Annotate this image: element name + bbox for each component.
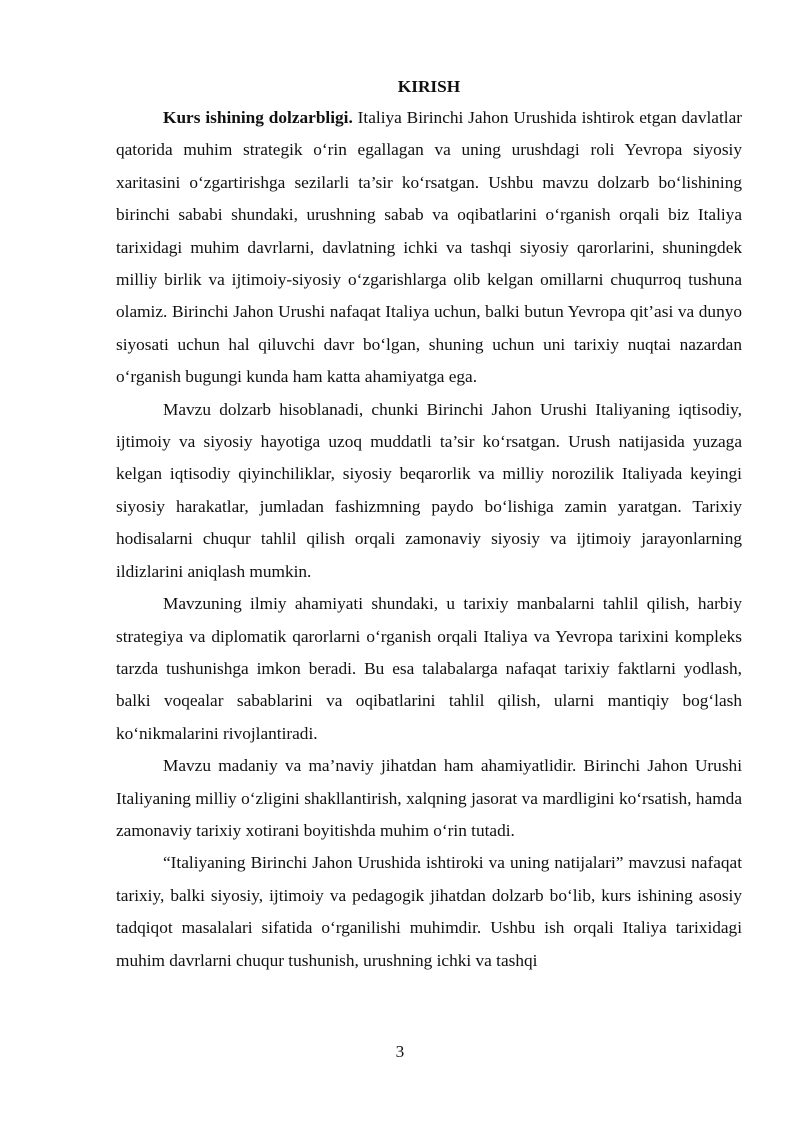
paragraph-5 (116, 847, 742, 977)
page-number: 3 (395, 1042, 405, 1061)
paragraph-3 (116, 588, 742, 750)
paragraph-lead: Kurs ishining dolzarbligi. (163, 108, 353, 127)
page-content (116, 72, 742, 977)
section-title: KIRISH (397, 77, 461, 96)
paragraph-text: Mavzuning ilmiy ahamiyati shundaki, u tarixiy manbalarni tahlil qilish, harbiy strategiya va diplomatik qarorlarni o‘rganish orqali Italiya va Yevropa tarixini kompleks tarzda tushunishga imkon beradi. Bu esa talabalarga nafaqat tarixiy faktlarni yodlash, balki voqealar sabablarini va oqibatlarini tahlil qilish, ularni mantiqiy bog‘lash ko‘nikmalarini rivojlantiradi. (116, 594, 742, 743)
paragraph-text: Italiya Birinchi Jahon Urushida ishtirok etgan davlatlar qatorida muhim strategik o‘rin egallagan va uning urushdagi roli Yevropa siyosiy xaritasini o‘zgartirishga sezilarli ta’sir ko‘rsatgan. Ushbu mavzu dolzarb bo‘lishining birinchi sababi shundaki, urushning sabab va oqibatlarini o‘rganish orqali biz Italiya tarixidagi muhim davrlarni, davlatning ichki va tashqi siyosiy qarorlarini, shuningdek milliy birlik va ijtimoiy-siyosiy o‘zgarishlarga olib kelgan omillarni chuqurroq tushuna olamiz. Birinchi Jahon Urushi nafaqat Italiya uchun, balki butun Yevropa qit’asi va dunyo siyosati uchun hal qiluvchi davr bo‘lgan, shuning uchun uni tarixiy nuqtai nazardan o‘rganish bugungi kunda ham katta ahamiyatga ega. (116, 108, 742, 387)
paragraph-text: Mavzu dolzarb hisoblanadi, chunki Birinchi Jahon Urushi Italiyaning iqtisodiy, ijtimoiy va siyosiy hayotiga uzoq muddatli ta’sir ko‘rsatgan. Urush natijasida yuzaga kelgan iqtisodiy qiyinchiliklar, siyosiy beqarorlik va milliy norozilik Italiyada keyingi siyosiy harakatlar, jumladan fashizmning paydo bo‘lishiga zamin yaratgan. Tarixiy hodisalarni chuqur tahlil qilish orqali zamonaviy siyosiy va ijtimoiy jarayonlarning ildizlarini aniqlash mumkin. (116, 399, 742, 581)
paragraph-text: “Italiyaning Birinchi Jahon Urushida ishtiroki va uning natijalari” mavzusi nafaqat tarixiy, balki siyosiy, ijtimoiy va pedagogik jihatdan dolzarb bo‘lib, kurs ishining asosiy tadqiqot masalalari sifatida o‘rganilishi muhimdir. Ushbu ish orqali Italiya tarixidagi muhim davrlarni chuqur tushunish, urushning ichki va tashqi (116, 853, 742, 970)
paragraph-2 (116, 394, 742, 588)
paragraph-text: Mavzu madaniy va ma’naviy jihatdan ham ahamiyatlidir. Birinchi Jahon Urushi Italiyaning milliy o‘zligini shakllantirish, xalqning jasorat va mardligini ko‘rsatish, hamda zamonaviy tarixiy xotirani boyitishda muhim o‘rin tutadi. (116, 756, 742, 840)
paragraph-4 (116, 750, 742, 847)
paragraph-1 (116, 102, 742, 394)
